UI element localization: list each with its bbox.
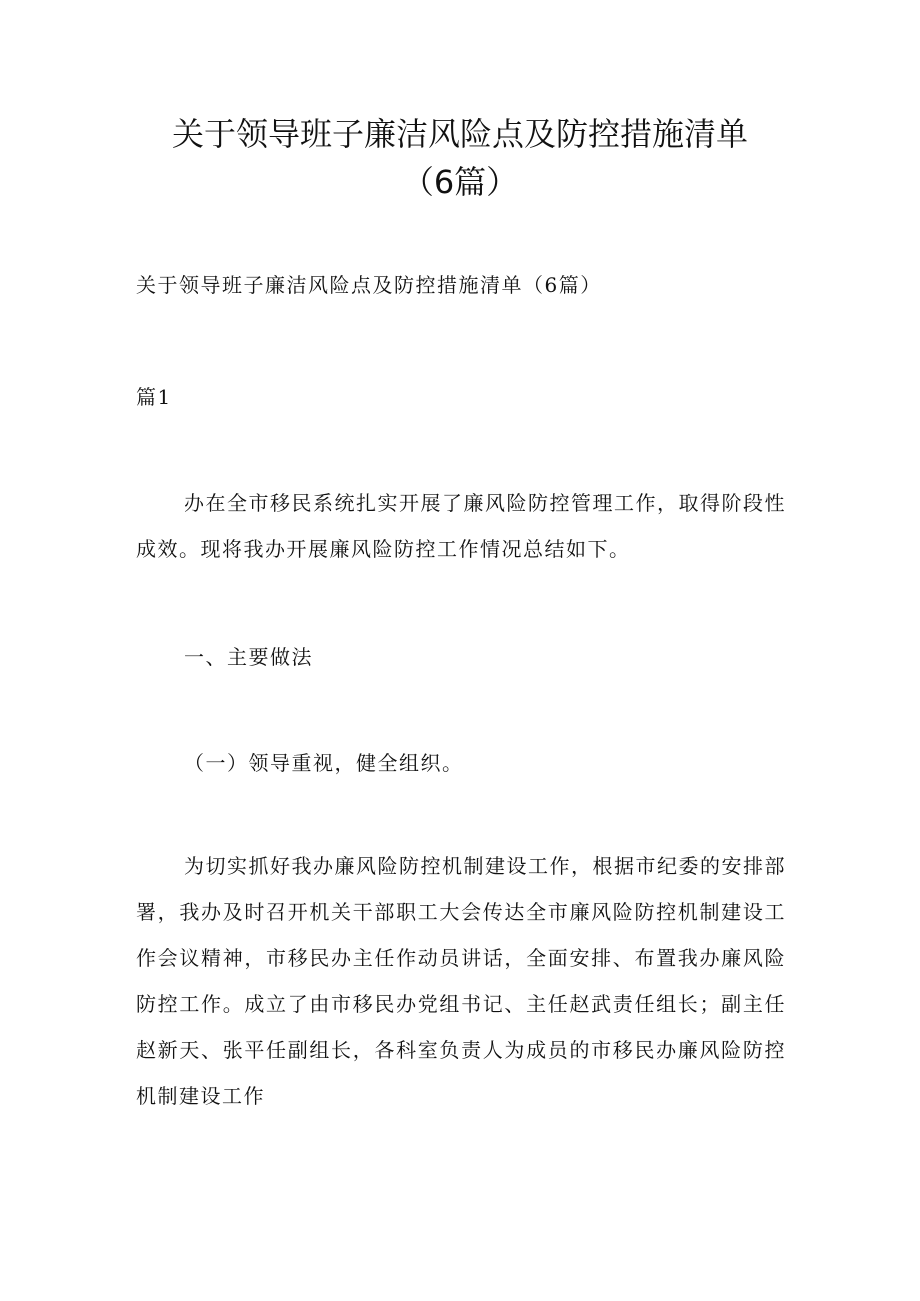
section-heading: 一、主要做法 (184, 645, 313, 669)
document-title-line1: 关于领导班子廉洁风险点及防控措施清单 (171, 115, 748, 153)
chapter-label: 篇1 (136, 385, 172, 409)
paragraph-body: 为切实抓好我办廉风险防控机制建设工作，根据市纪委的安排部署，我办及时召开机关干部职工大会传达全市廉风险防控机制建设工作会议精神，市移民办主任作动员讲话，全面安排、布置我办廉风险防控工作。成立了由市移民办党组书记、主任赵武责任组长；副主任赵新天、张平任副组长，各科室负责人为成员的市移民办廉风险防控机制建设工作 (136, 854, 786, 1108)
paragraph-intro: 办在全市移民系统扎实开展了廉风险防控管理工作，取得阶段性成效。现将我办开展廉风险防控工作情况总结如下。 (136, 491, 786, 561)
document-title-line2: （6篇） (401, 163, 519, 201)
document-subtitle: 关于领导班子廉洁风险点及防控措施清单（6篇） (136, 273, 602, 297)
subsection-heading: （一）领导重视，健全组织。 (184, 751, 464, 775)
